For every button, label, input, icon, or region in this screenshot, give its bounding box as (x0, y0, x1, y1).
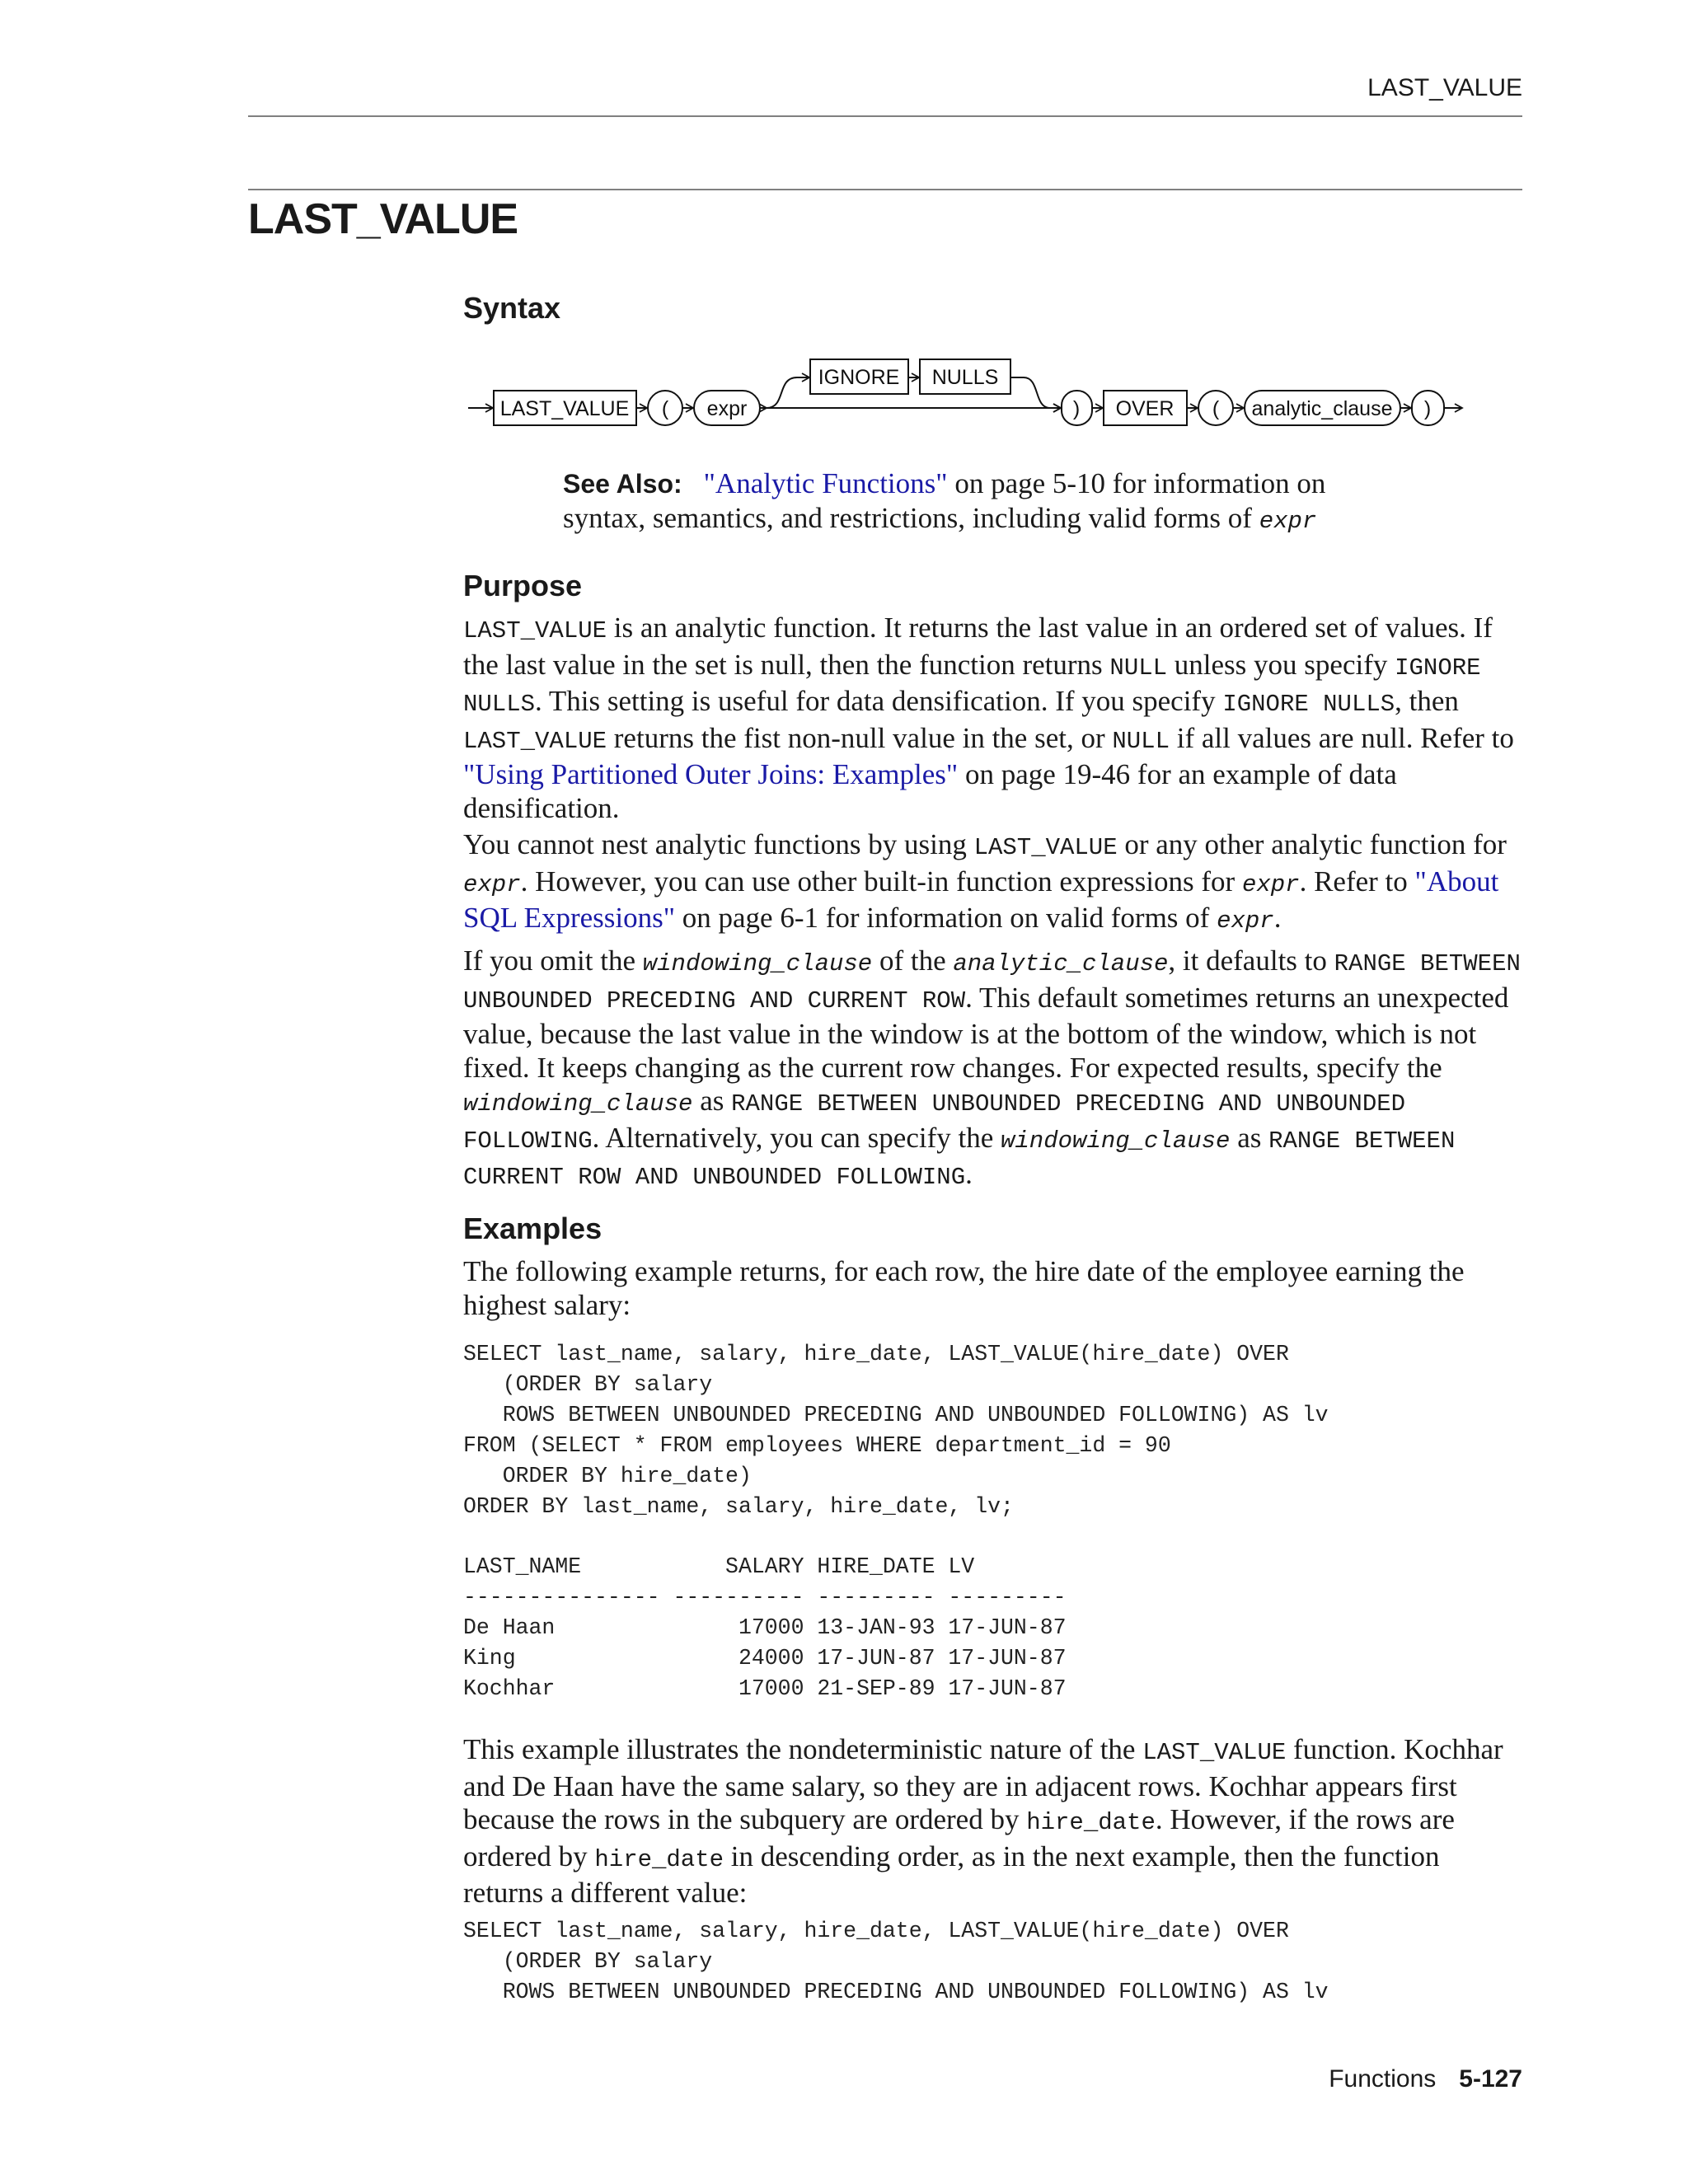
diagram-expr-label: expr (706, 397, 748, 420)
text-run: . This setting is useful for data densification. If you specify (535, 685, 1223, 717)
examples-intro: The following example returns, for each row, the hire date of the employee earning the highest salary: (463, 1255, 1465, 1321)
diagram-ignore-label: IGNORE (818, 366, 900, 389)
code-term: IGNORE NULLS (1222, 691, 1395, 718)
text-run: . (965, 1158, 973, 1190)
code-term: LAST_VALUE (463, 617, 607, 644)
title-rule (248, 189, 1522, 190)
text-run: . Alternatively, you can specify the (592, 1121, 1001, 1154)
text-run: of the (872, 944, 954, 977)
text-run: unless you specify (1167, 648, 1395, 681)
text-run: as (692, 1085, 732, 1117)
italic-code-term: windowing_clause (1001, 1127, 1231, 1155)
purpose-paragraph-3 (463, 944, 1526, 1195)
code-term: RANGE BETWEEN CURRENT ROW AND UNBOUNDED FOLLOWING (463, 1127, 1456, 1191)
diagram-analytic-clause-label: analytic_clause (1251, 397, 1393, 420)
text-run: function. Kochhar and De Haan have the same salary, so they are in adjacent rows. Kochhar appears first because the rows in the subquery are ordered by (463, 1733, 1503, 1835)
code-term: RANGE BETWEEN UNBOUNDED PRECEDING AND UNBOUNDED FOLLOWING (463, 1090, 1406, 1155)
page-footer (1329, 2065, 1522, 2093)
purpose-paragraph-1 (463, 612, 1526, 825)
code-term: IGNORE NULLS (463, 654, 1481, 718)
code-example-1: SELECT last_name, salary, hire_date, LAST_VALUE(hire_date) OVER (ORDER BY salary ROWS BETWEEN UNBOUNDED PRECEDING AND UNBOUNDED FOLLOWING) AS lv FROM (SELECT * FROM employees WHERE department_id = 90 ORDER BY hire_date) ORDER BY last_name, salary, hire_date, lv; (463, 1342, 1329, 1519)
diagram-rparen-2-label: ) (1423, 397, 1432, 420)
text-run: This example illustrates the nondeterministic nature of the (463, 1733, 1143, 1765)
about-sql-expressions-link[interactable]: "About SQL Expressions" (463, 865, 1499, 934)
examples-paragraph-2 (463, 1733, 1526, 1910)
text-run: . (1273, 902, 1282, 934)
purpose-paragraph-2 (463, 828, 1526, 939)
code-term: hire_date (1026, 1809, 1156, 1836)
partitioned-outer-joins-link[interactable]: "Using Partitioned Outer Joins: Examples" (463, 758, 959, 790)
text-run: on page 19-46 for an example of data densification. (463, 758, 1397, 824)
see-also-note (563, 466, 1387, 538)
text-run: as (1230, 1121, 1269, 1154)
see-also-text: on page 5-10 for information on syntax, semantics, and restrictions, including valid forms of (563, 467, 1326, 534)
page-title: LAST_VALUE (248, 195, 518, 243)
syntax-heading: Syntax (463, 291, 561, 325)
text-run: . Refer to (1299, 865, 1415, 898)
text-run: You cannot nest analytic functions by using (463, 828, 974, 860)
italic-code-term: expr (1217, 907, 1274, 935)
text-run: returns the fist non-null value in the set, or (607, 721, 1113, 754)
italic-code-term: windowing_clause (463, 1090, 693, 1118)
examples-heading: Examples (463, 1212, 603, 1245)
code-term: NULL (1112, 727, 1170, 755)
text-run: is an analytic function. It returns the last value in an ordered set of values. If the last value in the set is null, then the function returns (463, 612, 1493, 681)
code-term: LAST_VALUE (973, 834, 1118, 861)
diagram-nulls-label: NULLS (931, 366, 999, 389)
syntax-diagram (463, 346, 1469, 437)
footer-section: Functions (1329, 2065, 1437, 2093)
code-example-2: SELECT last_name, salary, hire_date, LAST_VALUE(hire_date) OVER (ORDER BY salary ROWS BETWEEN UNBOUNDED PRECEDING AND UNBOUNDED FOLLOWING) AS lv (463, 1919, 1329, 2004)
italic-code-term: analytic_clause (953, 950, 1169, 977)
code-term: NULL (1109, 654, 1168, 682)
diagram-over-label: OVER (1115, 397, 1175, 420)
code-term: RANGE BETWEEN UNBOUNDED PRECEDING AND CURRENT ROW (463, 950, 1521, 1015)
diagram-rparen-label: ) (1072, 397, 1081, 420)
diagram-lparen-label: ( (661, 397, 669, 420)
text-run: on page 6-1 for information on valid forms of (675, 902, 1217, 934)
page-number: 5-127 (1459, 2065, 1522, 2093)
text-run: , it defaults to (1168, 944, 1334, 977)
header-rule (248, 115, 1522, 117)
text-run: or any other analytic function for (1117, 828, 1507, 860)
code-term: LAST_VALUE (1142, 1739, 1287, 1766)
see-also-label: See Also: (563, 469, 682, 499)
diagram-last-value-label: LAST_VALUE (499, 397, 630, 420)
analytic-functions-link[interactable]: "Analytic Functions" (703, 467, 948, 499)
text-run: if all values are null. Refer to (1170, 721, 1514, 754)
see-also-expr: expr (1259, 508, 1317, 535)
italic-code-term: expr (1241, 870, 1300, 898)
text-run: . This default sometimes returns an unexpected value, because the last value in the window is at the bottom of the window, which is not fixed. It keeps changing as the current row changes. For expected results, specify the (463, 981, 1509, 1084)
query-result-1: LAST_NAME SALARY HIRE_DATE LV --------------- ---------- --------- --------- De Haan 17000 13-JAN-93 17-JUN-87 King 24000 17-JUN-87 17-JUN-87 Kochhar 17000 21-SEP-89 17-JUN-87 (463, 1554, 1067, 1701)
purpose-heading: Purpose (463, 569, 583, 602)
running-header: LAST_VALUE (1367, 74, 1522, 101)
code-term: LAST_VALUE (463, 727, 607, 755)
italic-code-term: windowing_clause (642, 950, 873, 977)
italic-code-term: expr (463, 870, 521, 898)
text-run: , then (1395, 685, 1459, 717)
text-run: If you omit the (463, 944, 643, 977)
diagram-lparen-2-label: ( (1212, 397, 1220, 420)
text-run: in descending order, as in the next example, then the function returns a different value: (463, 1840, 1440, 1909)
code-term: hire_date (594, 1845, 724, 1873)
text-run: . However, you can use other built-in function expressions for (520, 865, 1242, 898)
text-run: . However, if the rows are ordered by (463, 1803, 1455, 1872)
